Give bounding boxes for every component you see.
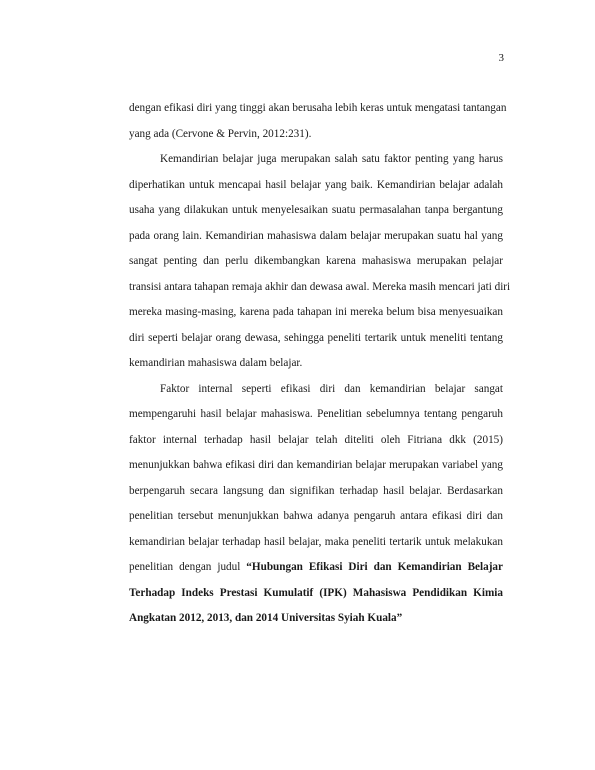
research-title-line: Terhadap Indeks Prestasi Kumulatif (IPK) Mahasiswa Pendidikan Kimia bbox=[129, 586, 503, 599]
text-line: menunjukkan bahwa efikasi diri dan kemandirian belajar merupakan variabel yang bbox=[129, 459, 503, 471]
text-span: penelitian dengan judul bbox=[129, 561, 247, 573]
text-line: mempengaruhi hasil belajar mahasiswa. Penelitian sebelumnya tentang pengaruh bbox=[129, 408, 503, 420]
paragraph-first-line: Faktor internal seperti efikasi diri dan kemandirian belajar sangat bbox=[160, 382, 503, 395]
text-line: kemandirian belajar terhadap hasil belajar, maka peneliti tertarik untuk melakukan bbox=[129, 535, 503, 548]
paragraph-first-line: Kemandirian belajar juga merupakan salah satu faktor penting yang harus bbox=[160, 153, 503, 165]
text-line: diperhatikan untuk mencapai hasil belajar yang baik. Kemandirian belajar adalah bbox=[129, 178, 503, 191]
text-line: penelitian tersebut menunjukkan bahwa adanya pengaruh antara efikasi diri dan bbox=[129, 510, 503, 522]
text-line: berpengaruh secara langsung dan signifikan terhadap hasil belajar. Berdasarkan bbox=[129, 484, 503, 497]
text-line: diri seperti belajar orang dewasa, sehingga peneliti tertarik untuk meneliti tentang bbox=[129, 331, 503, 344]
text-line: yang ada (Cervone & Pervin, 2012:231). bbox=[129, 127, 312, 140]
text-line: mereka masing-masing, karena pada tahapan ini mereka belum bisa menyesuaikan bbox=[129, 306, 503, 318]
body-text bbox=[129, 96, 511, 632]
text-line: sangat penting dan perlu dikembangkan karena mahasiswa merupakan pelajar bbox=[129, 255, 503, 267]
research-title-end: Angkatan 2012, 2013, dan 2014 Universitas Syiah Kuala” bbox=[129, 612, 403, 624]
text-line: usaha yang dilakukan untuk menyelesaikan suatu permasalahan tanpa bergantung bbox=[129, 204, 503, 216]
text-line-with-title-start bbox=[129, 555, 503, 581]
text-line: kemandirian mahasiswa dalam belajar. bbox=[129, 357, 303, 369]
text-line: transisi antara tahapan remaja akhir dan dewasa awal. Mereka masih mencari jati diri bbox=[129, 280, 511, 293]
page-number: 3 bbox=[498, 52, 504, 64]
text-line: pada orang lain. Kemandirian mahasiswa dalam belajar merupakan suatu hal yang bbox=[129, 229, 503, 242]
research-title-start: “Hubungan Efikasi Diri dan Kemandirian Belajar bbox=[246, 561, 503, 573]
text-line: dengan efikasi diri yang tinggi akan berusaha lebih keras untuk mengatasi tantangan bbox=[129, 102, 507, 114]
text-line: faktor internal terhadap hasil belajar telah diteliti oleh Fitriana dkk (2015) bbox=[129, 433, 503, 446]
